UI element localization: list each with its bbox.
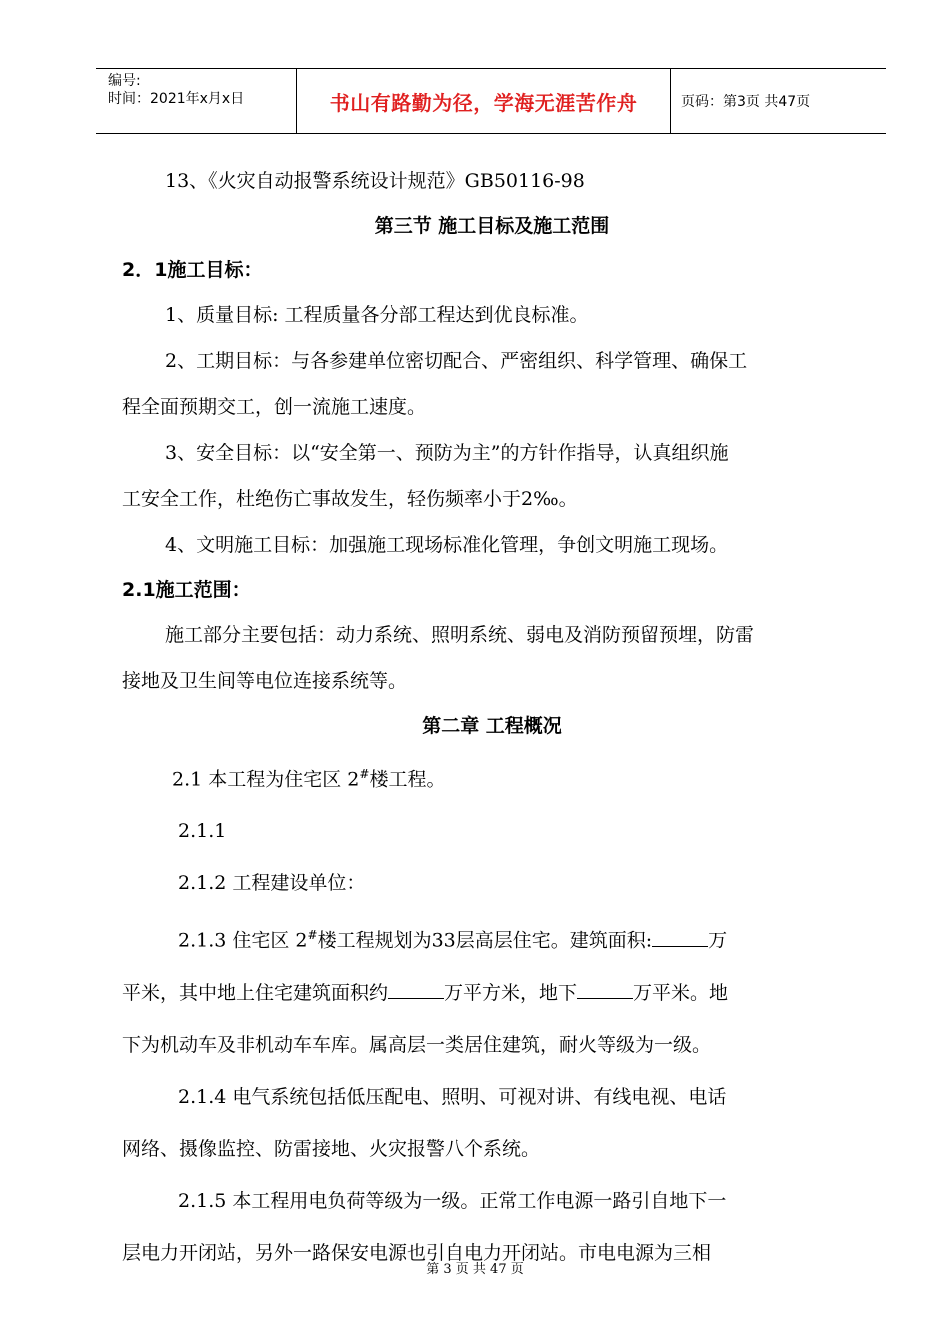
paragraph: 下为机动车及非机动车车库。属高层一类居住建筑，耐火等级为一级。 bbox=[122, 1033, 712, 1056]
document-body bbox=[122, 158, 862, 1279]
page-footer: 第 3 页 共 47 页 bbox=[426, 1262, 524, 1277]
time-label: 时间：2021年x月x日 bbox=[108, 91, 245, 107]
paragraph: 2、工期目标：与各参建单位密切配合、严密组织、科学管理、确保工 bbox=[165, 350, 748, 372]
paragraph: 平米，其中地上住宅建筑面积约 万平方米，地下 万平米。地 bbox=[122, 981, 729, 1004]
paragraph: 工安全工作，杜绝伤亡事故发生，轻伤频率小于2‰。 bbox=[122, 488, 578, 510]
paragraph: 网络、摄像监控、防雷接地、火灾报警八个系统。 bbox=[122, 1137, 541, 1160]
blank-field bbox=[388, 982, 444, 999]
paragraph: 2.1.3 住宅区 2#楼工程规划为33层高层住宅。建筑面积: 万 bbox=[178, 928, 728, 952]
blank-field bbox=[652, 930, 708, 947]
header-page-info: 页码：第3页 共47页 bbox=[681, 94, 811, 110]
chapter-heading: 第二章 工程概况 bbox=[422, 715, 562, 737]
paragraph: 2.1.4 电气系统包括低压配电、照明、可视对讲、有线电视、电话 bbox=[178, 1085, 727, 1108]
paragraph: 3、安全目标：以“安全第一、预防为主”的方针作指导，认真组织施 bbox=[165, 442, 729, 464]
paragraph: 接地及卫生间等电位连接系统等。 bbox=[122, 670, 408, 692]
section-heading: 第三节 施工目标及施工范围 bbox=[374, 215, 610, 237]
code-label: 编号: bbox=[108, 73, 141, 89]
paragraph: 2.1.1 bbox=[178, 820, 227, 843]
page-header bbox=[96, 68, 886, 134]
paragraph: 2.1.2 工程建设单位： bbox=[178, 872, 366, 895]
paragraph: 4、文明施工目标：加强施工现场标准化管理，争创文明施工现场。 bbox=[165, 534, 729, 556]
paragraph: 施工部分主要包括：动力系统、照明系统、弱电及消防预留预埋，防雷 bbox=[165, 624, 755, 646]
header-meta bbox=[96, 69, 297, 133]
paragraph: 1、质量目标: 工程质量各分部工程达到优良标准。 bbox=[165, 304, 589, 326]
header-motto: 书山有路勤为径，学海无涯苦作舟 bbox=[297, 69, 671, 133]
paragraph: 程全面预期交工，创一流施工速度。 bbox=[122, 396, 427, 418]
subsection-heading: 2.1施工范围： bbox=[122, 579, 251, 601]
blank-field bbox=[577, 982, 633, 999]
paragraph: 2.1 本工程为住宅区 2#楼工程。 bbox=[172, 767, 446, 791]
subsection-heading: 2．1施工目标： bbox=[122, 259, 263, 281]
paragraph: 13、《火灾自动报警系统设计规范》GB50116-98 bbox=[165, 170, 585, 192]
paragraph: 层电力开闭站，另外一路保安电源也引自电力开闭站。市电电源为三相 bbox=[122, 1241, 712, 1264]
paragraph: 2.1.5 本工程用电负荷等级为一级。正常工作电源一路引自地下一 bbox=[178, 1189, 727, 1212]
